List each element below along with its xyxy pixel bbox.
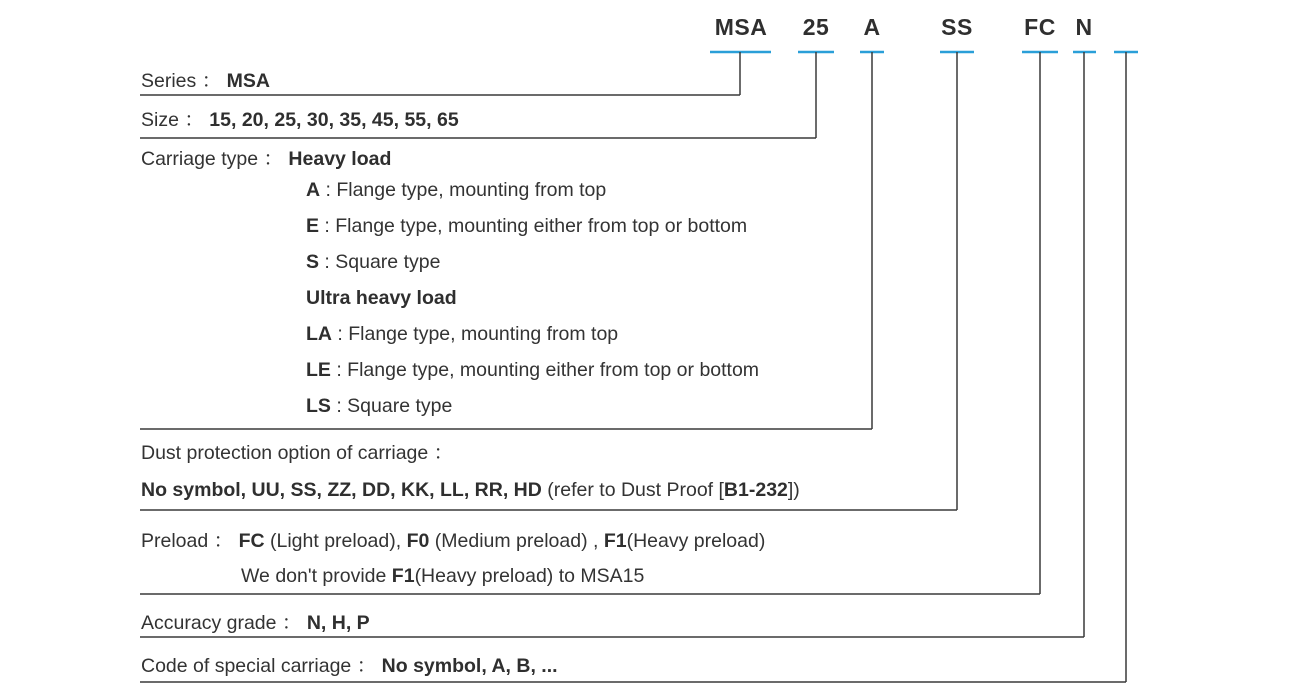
preload-note-suffix: (Heavy preload) to MSA15	[414, 565, 645, 587]
ultra-heavy-load-heading	[306, 287, 457, 310]
dust-ref-code: B1-232	[723, 479, 788, 501]
preload-note-code: F1	[391, 565, 415, 587]
carriage-option-s	[306, 251, 440, 274]
preload-f1-code: F1	[598, 530, 627, 552]
dust-protection-values-row	[141, 479, 800, 502]
carriage-option-a	[306, 179, 606, 202]
accuracy-value: N, H, P	[306, 612, 370, 634]
option-desc: : Flange type, mounting either from top or bottom	[319, 215, 748, 237]
option-desc: : Square type	[319, 251, 441, 273]
preload-separator: ：	[213, 530, 234, 552]
preload-row	[141, 525, 765, 553]
option-code: E	[306, 215, 320, 237]
special-carriage-label: Code of special carriage	[141, 655, 352, 677]
option-desc: : Flange type, mounting either from top or bottom	[330, 359, 760, 381]
option-code: A	[306, 179, 321, 201]
dust-protection-values: No symbol, UU, SS, ZZ, DD, KK, LL, RR, HD	[141, 479, 542, 501]
option-desc: : Flange type, mounting from top	[320, 179, 607, 201]
code-part-dust: SS	[941, 14, 973, 40]
size-label: Size	[141, 109, 179, 131]
series-row	[141, 65, 270, 93]
dust-ref-suffix: ])	[787, 479, 800, 501]
option-desc: : Flange type, mounting from top	[332, 323, 619, 345]
ultra-heavy-heading-text: Ultra heavy load	[306, 287, 457, 309]
accuracy-label: Accuracy grade	[141, 612, 277, 634]
preload-f1-desc: (Heavy preload)	[626, 530, 766, 552]
series-separator: ：	[201, 70, 222, 92]
preload-label: Preload	[141, 530, 209, 552]
option-desc: : Square type	[330, 395, 453, 417]
accuracy-separator: ：	[281, 612, 302, 634]
option-code: S	[306, 251, 320, 273]
code-part-preload: FC	[1024, 14, 1056, 40]
dust-ref-prefix: (refer to Dust Proof [	[541, 479, 724, 501]
option-code: LE	[306, 359, 331, 381]
preload-f0-desc: (Medium preload) ,	[429, 530, 599, 552]
heavy-load-heading: Heavy load	[288, 148, 392, 170]
code-part-size: 25	[802, 14, 830, 40]
size-row	[141, 104, 459, 132]
carriage-option-ls	[306, 395, 452, 418]
special-carriage-separator: ：	[356, 655, 377, 677]
option-code: LS	[306, 395, 331, 417]
carriage-type-label: Carriage type	[141, 148, 259, 170]
carriage-type-row	[141, 143, 391, 171]
accuracy-row	[141, 607, 370, 635]
carriage-option-le	[306, 359, 759, 382]
size-value: 15, 20, 25, 30, 35, 45, 55, 65	[209, 109, 459, 131]
dust-protection-row	[141, 437, 453, 465]
special-carriage-value: No symbol, A, B, ...	[381, 655, 558, 677]
series-label: Series	[141, 70, 197, 92]
size-separator: ：	[184, 109, 204, 131]
special-carriage-row	[141, 650, 558, 678]
code-part-accuracy: N	[1075, 14, 1093, 40]
series-value: MSA	[226, 70, 270, 92]
carriage-type-separator: ：	[263, 148, 283, 170]
preload-note-row	[241, 565, 644, 588]
carriage-option-la	[306, 323, 618, 346]
option-code: LA	[306, 323, 332, 345]
preload-note-prefix: We don't provide	[241, 565, 392, 587]
dust-protection-label: Dust protection option of carriage	[141, 442, 429, 464]
code-part-msa: MSA	[714, 14, 768, 40]
carriage-option-e	[306, 215, 747, 238]
preload-f0-code: F0	[401, 530, 430, 552]
dust-protection-separator: ：	[433, 442, 454, 464]
preload-fc-code: FC	[238, 530, 265, 552]
preload-fc-desc: (Light preload),	[264, 530, 402, 552]
code-part-carriage: A	[863, 14, 881, 40]
